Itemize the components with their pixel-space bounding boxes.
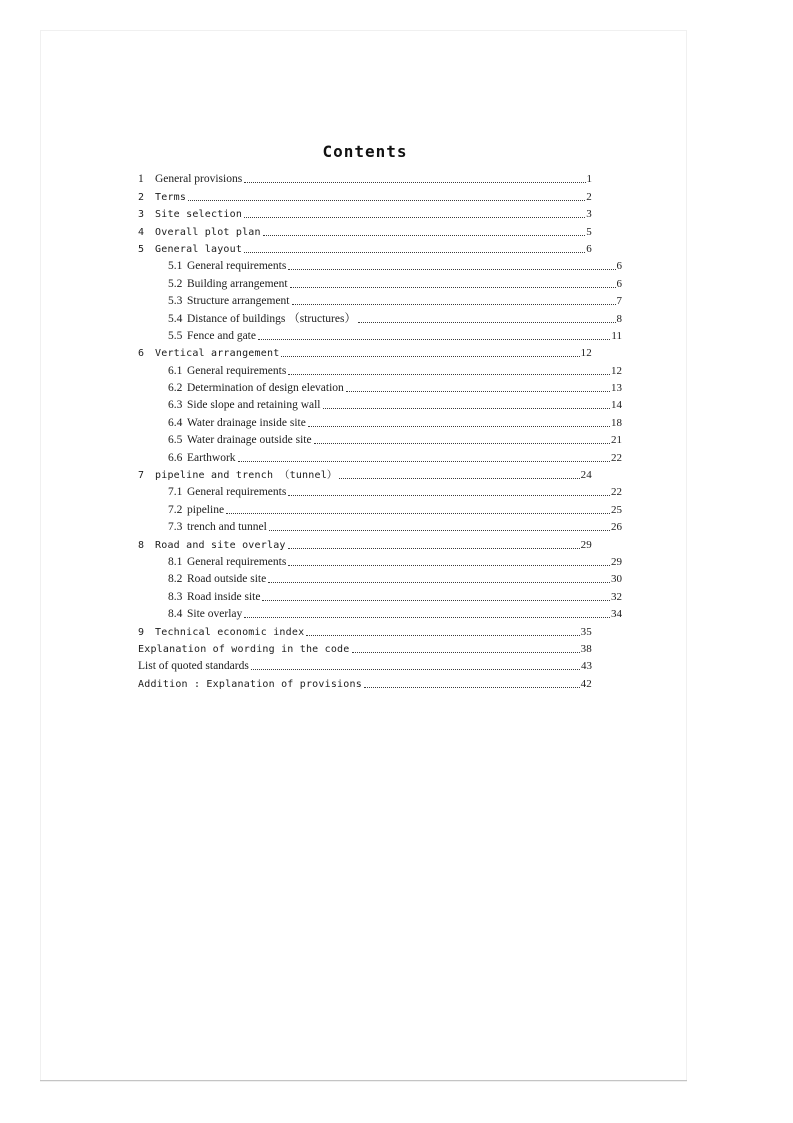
dot-leader (323, 408, 611, 409)
dot-leader (292, 304, 616, 305)
toc-entry-page: 2 (586, 190, 592, 203)
dot-leader (244, 182, 585, 183)
dot-leader (364, 687, 580, 688)
toc-entry-number: 6.2 (168, 382, 183, 395)
toc-entry-page: 29 (580, 538, 592, 551)
toc-entry[interactable] (138, 204, 592, 221)
toc-entry-page: 35 (580, 625, 592, 638)
toc-list (138, 169, 622, 691)
toc-entry[interactable] (138, 586, 622, 603)
toc-entry[interactable] (138, 256, 622, 273)
toc-entry-label: Earthwork (187, 451, 236, 464)
toc-entry-page: 38 (580, 642, 592, 655)
toc-entry-number: 8 (138, 539, 145, 551)
toc-entry-number: 6.1 (168, 364, 183, 377)
toc-entry-label: Vertical arrangement (155, 348, 280, 360)
toc-entry[interactable] (138, 169, 592, 186)
toc-entry-number: 5 (138, 243, 145, 255)
toc-entry[interactable] (138, 517, 622, 534)
toc-entry-label: Site overlay (187, 608, 243, 621)
toc-entry-page: 34 (611, 608, 622, 621)
toc-entry-label: General requirements (187, 260, 287, 273)
toc-entry-page: 32 (611, 590, 622, 603)
toc-entry[interactable] (138, 343, 592, 360)
dot-leader (314, 443, 610, 444)
toc-entry-label: Structure arrangement (187, 295, 290, 308)
toc-entry-page: 26 (611, 521, 622, 534)
toc-entry-label: Determination of design elevation (187, 382, 344, 395)
toc-entry-number: 9 (138, 626, 145, 638)
toc-entry-page: 30 (611, 573, 622, 586)
toc-entry-page: 6 (586, 242, 592, 255)
toc-entry-label: Terms (155, 191, 187, 203)
toc-entry-number: 3 (138, 209, 145, 221)
toc-entry-label: Road inside site (187, 590, 261, 603)
toc-entry-label: Technical economic index (155, 626, 305, 638)
toc-entry-number: 5.3 (168, 295, 183, 308)
toc-entry-label: pipeline and trench （tunnel） (155, 470, 338, 482)
toc-entry-number: 7.1 (168, 486, 183, 499)
dot-leader (288, 548, 580, 549)
dot-leader (269, 530, 610, 531)
toc-entry-label: pipeline (187, 503, 225, 516)
dot-leader (290, 287, 616, 288)
toc-entry-label: Distance of buildings （structures） (187, 312, 356, 325)
toc-entry-page: 29 (611, 555, 622, 568)
toc-entry[interactable] (138, 326, 622, 343)
toc-entry-page: 8 (616, 312, 622, 325)
toc-entry-label: Addition : Explanation of provisions (138, 678, 362, 690)
toc-entry[interactable] (138, 308, 622, 325)
toc-entry-label: Side slope and retaining wall (187, 399, 321, 412)
toc-entry[interactable] (138, 378, 622, 395)
dot-leader (346, 391, 610, 392)
toc-entry-number: 7.2 (168, 503, 183, 516)
dot-leader (263, 235, 586, 236)
toc-entry-page: 43 (581, 660, 592, 673)
toc-entry-page: 3 (586, 208, 592, 221)
toc-entry-number: 5.4 (168, 312, 183, 325)
toc-entry-label: General requirements (187, 486, 287, 499)
toc-entry-label: General provisions (155, 173, 243, 186)
toc-entry[interactable] (138, 291, 622, 308)
toc-entry-page: 1 (586, 173, 592, 186)
toc-entry-page: 12 (580, 347, 592, 360)
toc-entry-label: Building arrangement (187, 277, 288, 290)
toc-entry-page: 7 (616, 295, 622, 308)
toc-entry-label: Site selection (155, 209, 243, 221)
toc-entry-number: 7 (138, 470, 145, 482)
dot-leader (262, 600, 610, 601)
dot-leader (188, 200, 585, 201)
toc-entry-page: 25 (611, 503, 622, 516)
toc-entry[interactable] (138, 412, 622, 429)
toc-entry[interactable] (138, 239, 592, 256)
toc-entry-number: 6 (138, 348, 145, 360)
dot-leader (288, 269, 615, 270)
toc-entry[interactable] (138, 552, 622, 569)
dot-leader (308, 426, 610, 427)
dot-leader (306, 635, 579, 636)
toc-entry-number: 8.3 (168, 590, 183, 603)
toc-entry[interactable] (138, 395, 622, 412)
toc-entry-label: Road and site overlay (155, 539, 286, 551)
toc-entry-number: 6.4 (168, 416, 183, 429)
toc-content (138, 142, 622, 691)
toc-entry-label: Water drainage inside site (187, 416, 306, 429)
toc-entry[interactable] (138, 465, 592, 482)
toc-entry-label: Road outside site (187, 573, 267, 586)
toc-entry-page: 6 (616, 277, 622, 290)
page-bottom-rule (40, 1080, 687, 1081)
dot-leader (244, 217, 585, 218)
toc-entry-number: 6.5 (168, 434, 183, 447)
toc-entry-number: 2 (138, 191, 145, 203)
toc-entry[interactable] (138, 447, 622, 464)
dot-leader (258, 339, 610, 340)
toc-entry-number: 8.4 (168, 608, 183, 621)
toc-entry-page: 18 (611, 416, 622, 429)
dot-leader (358, 322, 616, 323)
dot-leader (238, 461, 610, 462)
toc-entry-number: 6.3 (168, 399, 183, 412)
toc-entry[interactable] (138, 569, 622, 586)
dot-leader (288, 374, 610, 375)
toc-entry-number: 4 (138, 226, 145, 238)
toc-entry-label: Fence and gate (187, 329, 256, 342)
toc-entry-label: General layout (155, 243, 243, 255)
toc-entry-number: 8.2 (168, 573, 183, 586)
toc-entry-page: 42 (580, 677, 592, 690)
toc-entry-page: 14 (611, 399, 622, 412)
toc-entry-page: 6 (616, 260, 622, 273)
toc-entry-page: 12 (611, 364, 622, 377)
toc-entry-page: 22 (611, 486, 622, 499)
toc-entry[interactable] (138, 534, 592, 551)
toc-entry[interactable] (138, 221, 592, 238)
dot-leader (251, 669, 580, 670)
dot-leader (281, 356, 579, 357)
dot-leader (339, 478, 579, 479)
dot-leader (288, 495, 610, 496)
toc-entry[interactable] (138, 186, 592, 203)
toc-entry-label: General requirements (187, 364, 287, 377)
dot-leader (226, 513, 610, 514)
toc-entry[interactable] (138, 482, 622, 499)
toc-entry-label: List of quoted standards (138, 660, 249, 673)
toc-entry-number: 5.5 (168, 329, 183, 342)
dot-leader (244, 617, 610, 618)
toc-entry-page: 24 (580, 469, 592, 482)
dot-leader (244, 252, 585, 253)
toc-entry[interactable] (138, 273, 622, 290)
dot-leader (268, 582, 610, 583)
toc-entry-number: 5.2 (168, 277, 183, 290)
toc-entry[interactable] (138, 604, 622, 621)
toc-entry-number: 8.1 (168, 555, 183, 568)
toc-entry-page: 21 (611, 434, 622, 447)
toc-entry-number: 5.1 (168, 260, 183, 273)
toc-entry[interactable] (138, 360, 622, 377)
toc-entry[interactable] (138, 656, 592, 673)
toc-entry-page: 22 (611, 451, 622, 464)
toc-entry[interactable] (138, 499, 622, 516)
toc-entry-page: 13 (611, 382, 622, 395)
toc-entry-page: 5 (586, 225, 592, 238)
toc-entry-label: Overall plot plan (155, 226, 261, 238)
dot-leader (352, 652, 580, 653)
toc-entry-number: 6.6 (168, 451, 183, 464)
toc-entry[interactable] (138, 430, 622, 447)
toc-entry[interactable] (138, 673, 592, 690)
toc-entry-label: General requirements (187, 555, 287, 568)
page-title: Contents (322, 142, 408, 161)
toc-entry-label: trench and tunnel (187, 521, 267, 534)
toc-entry-page: 11 (611, 329, 622, 342)
dot-leader (288, 565, 610, 566)
toc-entry-number: 7.3 (168, 521, 183, 534)
toc-entry[interactable] (138, 639, 592, 656)
toc-entry[interactable] (138, 621, 592, 638)
toc-entry-label: Water drainage outside site (187, 434, 312, 447)
toc-entry-number: 1 (138, 173, 144, 186)
toc-entry-label: Explanation of wording in the code (138, 643, 350, 655)
